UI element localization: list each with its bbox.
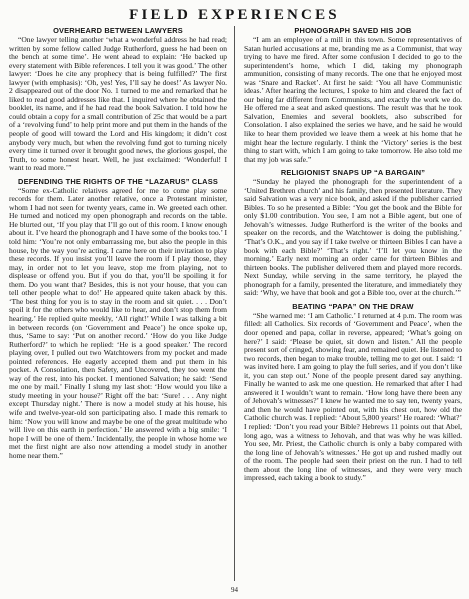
section-heading: RELIGIONIST SNAPS UP “A BARGAIN” [280,168,426,178]
section-heading: DEFENDING THE RIGHTS OF THE “LAZARUS” CLASS [18,176,218,186]
section-heading: PHONOGRAPH SAVED HIS JOB [294,26,412,35]
section-body: “One lawyer telling another ‘what a wonderful address he had read; written by some fellow called Judge Rutherford, guess he had been on the bench at some time’. He went ahead to explain: ‘He backed up every statement with Bible references. I tell you it was good.’ The other lawyer: ‘Does he cite any prophecy that is being fulfilled?’ The first lawyer (with emphasis): ‘Oh, yes! Yes, I’ll say he does!’ As lawyer No. 2 disappeared out of the door No. 1 turned to me and remarked that he liked to read good addresses like that. I inquired where he obtained the booklet, its name, and if he had read the book Salvation. I told how he could obtain a copy for a small contribution of 25c that would be a part of a ‘revolving fund’ to help print more and put them in the hands of the people of good will toward the Lord and His kingdom; it didn’t cost anybody very much, but when the revolving fund got to turning nicely every time it turned over it brought good news, the glorious gospel, the Truth, to some honest heart. Well, he just exclaimed: ‘Wonderful! I want to read more.’” [9,35,227,173]
right-column [244,26,462,581]
section-body: “She warned me: ‘I am Catholic.’ I returned at 4 p.m. The room was filled: all Catholics. Six records of ‘Government and Peace’, when the door opened and papa, collar in reverse, appeared; ‘What’s going on here?’ I said: ‘Please be quiet, sit down and listen.’ All the people present sort of cringed, showing fear, and remained quiet. He listened to two records, then began to make trouble, telling me to get out. I said: ‘I was invited here. I am going to play the full series, and if you don’t like it, you can step out.’ None of the people present dared say anything. Finally he wanted to ask me one question. He remarked that after I had answered it I wouldn’t want to remain. ‘How long have there been any of Jehovah’s witnesses?’ I knew he wanted me to say ten, twenty years, and then he would have pointed out, with his chest out, how old the Catholic church was. I replied: ‘About 5,800 years!’ He roared: ‘What?’ I replied: ‘Don’t you read your Bible? Hebrews 11 points out that Abel, long ago, was a witness to Jehovah, and that was why he was killed. You see, Mr. Priest, the Catholic church is only a baby compared with the long line of Jehovah’s witnesses.’ He got up and rushed madly out of the room. The people had seen their priest on the run. I had to tell them about the long line of witnesses, and they were very much impressed, each taking a book to study.” [244,310,462,483]
section-body: “I am an employee of a mill in this town. Some representatives of Satan hurled accusations at me, branding me as a Communist, that way trying to have me fired. After some confusion I decided to go to the superintendent’s home, which I did, taking my phonograph ammunition, consisting of many records. The one that he enjoyed most was ‘Snare and Racket’. At first he said: ‘You all have Communistic ideas.’ After hearing the lectures, I spoke to him and cleared the fact of our being far different from Communists, and exactly the work we do. He offered me a seat and asked questions. The result was that he took Salvation, Enemies and several booklets, also subscribed for Consolation. I also explained the series we have, and he said he would like to hear them provided we leave them a week at his home that he might hear the lecture regularly. I think the ‘Victory’ series is the best thing to start with, which I am going to take tomorrow. He also told me that my job was safe.” [244,35,462,164]
section-body: “Sunday he played the phonograph for the superintendent of a ‘United Brethren church’ and his family, then presented literature. They said Salvation was a very nice book, and asked if the publisher carried Bibles. To so he presented a Bible: ‘You get the book and the Bible for only $1.00 contribution. You see, I am not a Bible agent, but one of Jehovah’s witnesses. Judge Rutherford is the writer of the books and speaker on the records, and the Watchtower is doing the publishing.’ ‘That’s O.K., and you say if I take twelve or thirteen Bibles I can have a book with each Bible?’ ‘That’s right.’ ‘I’ll let you know in the morning.’ Early next morning an order came for thirteen Bibles and thirteen books. The publisher delivered them and played more records. Next Sunday, while serving in the same territory, he played the phonograph for a family, presented the literature, and immediately they said: ‘Why, we have that book and got a Bible too, over at the church.’” [244,177,462,298]
section-heading: BEATING “PAPA” ON THE DRAW [292,301,414,311]
column-divider [234,26,235,581]
page-title: FIELD EXPERIENCES [129,7,340,23]
left-column [9,26,227,581]
page-number: 94 [231,586,238,594]
section-heading: OVERHEARD BETWEEN LAWYERS [53,26,183,35]
section-body: “Some ex-Catholic relatives agreed for me to come play some records for them. Later another relative, once a Protestant minister, whom I had not seen for twenty years, came in. We greeted each other. He turned and noticed my open phonograph and records on the table. He blurted out, ‘If you play that I’ll go out of this room. I know enough about it. I’ve heard the phonograph and I have some of the books too.’ I told him: ‘You’re not only embarrassing me, but also the people in this house, by the way you’re acting. I came here on their invitation to play these records. If you insist you’ll leave the room if I play those, they may, in order not to let you leave, stop me from playing, not to displease or offend you. But if you do that, you’ll be spoiling it for them. Do you want that? Besides, this is not your house, that you can tell other people what to do!’ He appeared quite taken aback by this. ‘The best thing for you is to stay in the room and sit quiet. . . . Don’t spoil it for the others who would like to hear, and don’t stop them from hearing.’ He replied quite meekly, ‘All right!’ While I was talking a bit in between records (on ‘Government and Peace’) he once spoke up, thus, ‘Same to say: ‘Put on another record.’ ‘How do you like Judge Rutherford?’ to which he replied: ‘He is a good speaker.’ The record playing over, I pulled out two Watchtowers from my pocket and made pointed references. He eagerly accepted them and put them in his pocket. A Consolation, then Safety, and Uncovered, they too went the way of the rest, into his pocket. I mentioned Salvation; he said: ‘Send me one by mail.’ Finally I slung my last shot: ‘How would you like a study meeting in your house?’ Right off the bat: ‘Sure! . . . Any night except Thursday night.’ There is now a model study at his house, his wife and twelve-year-old son participating also. I made this remark to him: ‘Now you will know and maybe be one of the great multitude who will live on this earth in perfection.’ He answered with a big smile: ‘I hope I will be one of them.’ Incidentally, the people in whose home we met the first night are also now attending a model study in another home near them.” [9,185,227,460]
